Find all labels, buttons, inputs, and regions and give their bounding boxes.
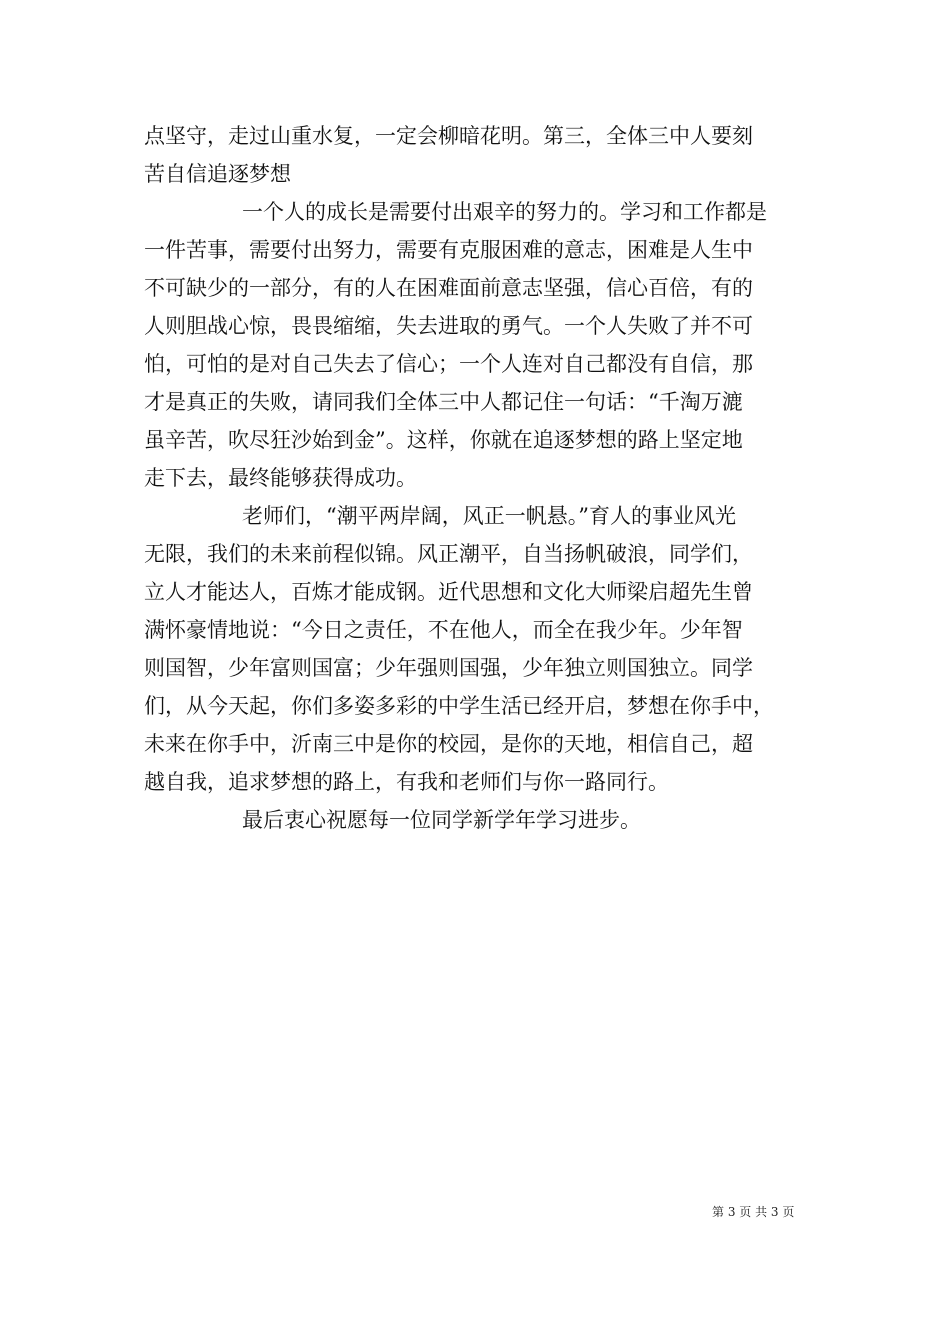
text-line: 人则胆战心惊，畏畏缩缩，失去进取的勇气。一个人失败了并不可 <box>144 314 753 338</box>
paragraph-start-line: 老师们，“潮平两岸阔，风正一帆悬。”育人的事业风光 <box>242 504 736 528</box>
text-line: 怕，可怕的是对自己失去了信心；一个人连对自己都没有自信，那 <box>144 352 753 376</box>
text-line: 越自我，追求梦想的路上，有我和老师们与你一路同行。 <box>144 770 669 794</box>
text-line: 一件苦事，需要付出努力，需要有克服困难的意志，困难是人生中 <box>144 238 753 262</box>
text-line: 则国智，少年富则国富；少年强则国强，少年独立则国独立。同学 <box>144 656 753 680</box>
text-line: 走下去，最终能够获得成功。 <box>144 466 417 490</box>
body-text <box>144 117 814 839</box>
text-line: 立人才能达人，百炼才能成钢。近代思想和文化大师梁启超先生曾 <box>144 580 753 604</box>
text-line: 无限，我们的未来前程似锦。风正潮平，自当扬帆破浪，同学们， <box>144 542 753 566</box>
text-line: 们，从今天起，你们多姿多彩的中学生活已经开启，梦想在你手中， <box>144 694 774 718</box>
text-line: 虽辛苦，吹尽狂沙始到金”。这样，你就在追逐梦想的路上坚定地 <box>144 428 743 452</box>
page-number-footer: 第 3 页 共 3 页 <box>712 1205 795 1219</box>
paragraph-start-line: 最后衷心祝愿每一位同学新学年学习进步。 <box>242 808 641 832</box>
text-line: 满怀豪情地说：“今日之责任，不在他人，而全在我少年。少年智 <box>144 618 743 642</box>
text-line: 点坚守，走过山重水复，一定会柳暗花明。第三，全体三中人要刻 <box>144 124 753 148</box>
text-line: 未来在你手中，沂南三中是你的校园，是你的天地，相信自己，超 <box>144 732 753 756</box>
paragraph-start-line: 一个人的成长是需要付出艰辛的努力的。学习和工作都是 <box>242 200 767 224</box>
text-line: 苦自信追逐梦想 <box>144 162 291 186</box>
text-line: 不可缺少的一部分，有的人在困难面前意志坚强，信心百倍，有的 <box>144 276 753 300</box>
text-line: 才是真正的失败，请同我们全体三中人都记住一句话：“千淘万漉 <box>144 390 743 414</box>
